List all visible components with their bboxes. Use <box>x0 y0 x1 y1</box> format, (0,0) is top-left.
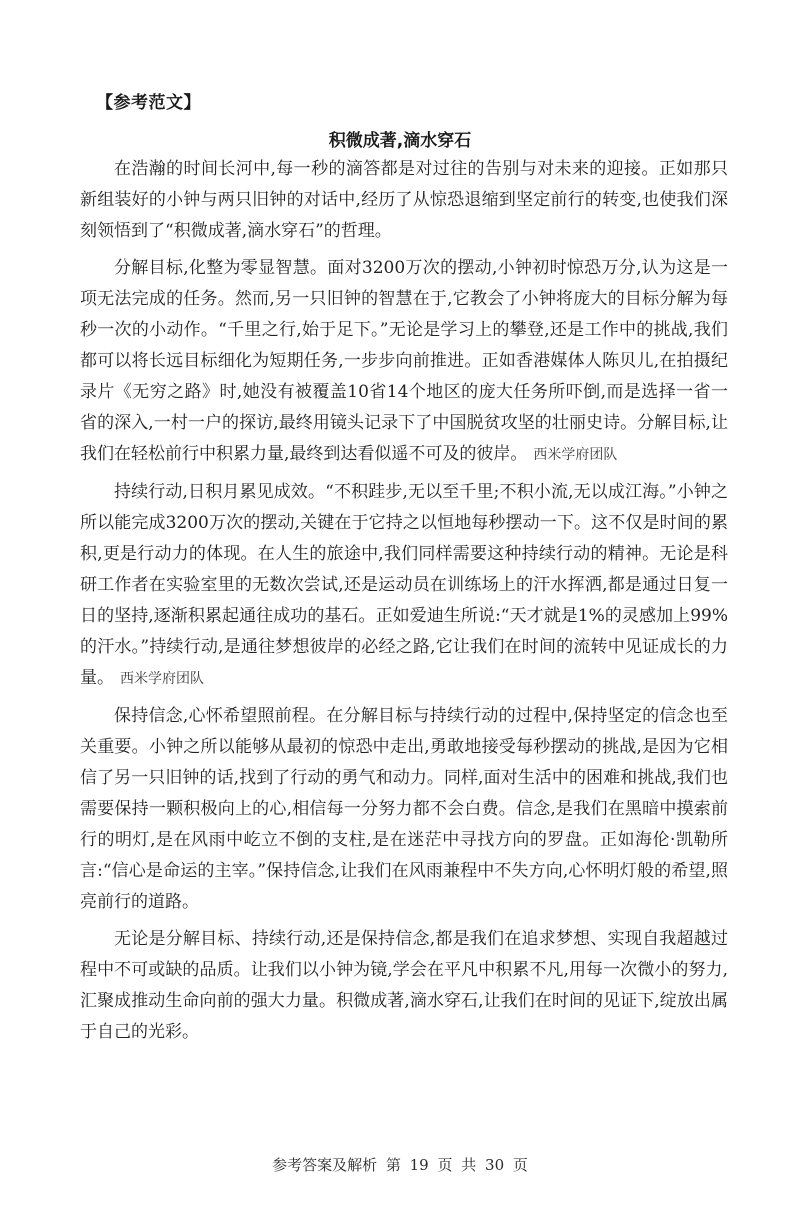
watermark-text: 西米学府团队 <box>120 671 204 687</box>
paragraph-text: 无论是分解目标、持续行动,还是保持信念,都是我们在追求梦想、实现自我超越过程中不可或缺的品质。让我们以小钟为镜,学会在平凡中积累不凡,用每一次微小的努力,汇聚成推动生命向前的强大力量。积微成著,滴水穿石,让我们在时间的见证下,绽放出属于自己的光彩。 <box>80 929 728 1042</box>
paragraph-keep-faith <box>80 701 728 918</box>
section-label: 【参考范文】 <box>96 93 201 113</box>
paragraph-text: 持续行动,日积月累见成效。“不积跬步,无以至千里;不积小流,无以成江海。”小钟之所以能完成3200万次的摆动,关键在于它持之以恒地每秒摆动一下。这不仅是时间的累积,更是行动力的体现。在人生的旅途中,我们同样需要这种持续行动的精神。无论是科研工作者在实验室里的无数次尝试,还是运动员在训练场上的汗水挥洒,都是通过日复一日的坚持,逐渐积累起通往成功的基石。正如爱迪生所说:“天才就是1%的灵感加上99%的汗水。”持续行动,是通往梦想彼岸的必经之路,它让我们在时间的流转中见证成长的力量。 <box>80 482 728 688</box>
paragraph-decompose-goals <box>80 253 728 471</box>
paragraph-intro <box>80 154 728 247</box>
page-footer: 参考答案及解析 第 19 页 共 30 页 <box>272 1156 528 1174</box>
paragraph-text: 分解目标,化整为零显智慧。面对3200万次的摆动,小钟初时惊恐万分,认为这是一项无法完成的任务。然而,另一只旧钟的智慧在于,它教会了小钟将庞大的目标分解为每秒一次的小动作。“千里之行,始于足下。”无论是学习上的攀登,还是工作中的挑战,我们都可以将长远目标细化为短期任务,一步步向前推进。正如香港媒体人陈贝儿,在拍摄纪录片《无穷之路》时,她没有被覆盖10省14个地区的庞大任务所吓倒,而是选择一省一省的深入,一村一户的探访,最终用镜头记录下了中国脱贫攻坚的壮丽史诗。分解目标,让我们在轻松前行中积累力量,最终到达看似遥不可及的彼岸。 <box>80 258 728 464</box>
watermark-text: 西米学府团队 <box>533 447 618 463</box>
essay-body <box>80 154 728 1048</box>
paragraph-persistent-action <box>80 477 728 695</box>
essay-title: 积微成著,滴水穿石 <box>328 131 472 151</box>
paragraph-conclusion <box>80 924 728 1048</box>
paragraph-text: 在浩瀚的时间长河中,每一秒的滴答都是对过往的告别与对未来的迎接。正如那只新组装好的小钟与两只旧钟的对话中,经历了从惊恐退缩到坚定前行的转变,也使我们深刻领悟到了“积微成著,滴水穿石”的哲理。 <box>80 159 728 241</box>
paragraph-text: 保持信念,心怀希望照前程。在分解目标与持续行动的过程中,保持坚定的信念也至关重要。小钟之所以能够从最初的惊恐中走出,勇敢地接受每秒摆动的挑战,是因为它相信了另一只旧钟的话,找到了行动的勇气和动力。同样,面对生活中的困难和挑战,我们也需要保持一颗积极向上的心,相信每一分努力都不会白费。信念,是我们在黑暗中摸索前行的明灯,是在风雨中屹立不倒的支柱,是在迷茫中寻找方向的罗盘。正如海伦·凯勒所言:“信心是命运的主宰。”保持信念,让我们在风雨兼程中不失方向,心怀明灯般的希望,照亮前行的道路。 <box>80 706 728 912</box>
